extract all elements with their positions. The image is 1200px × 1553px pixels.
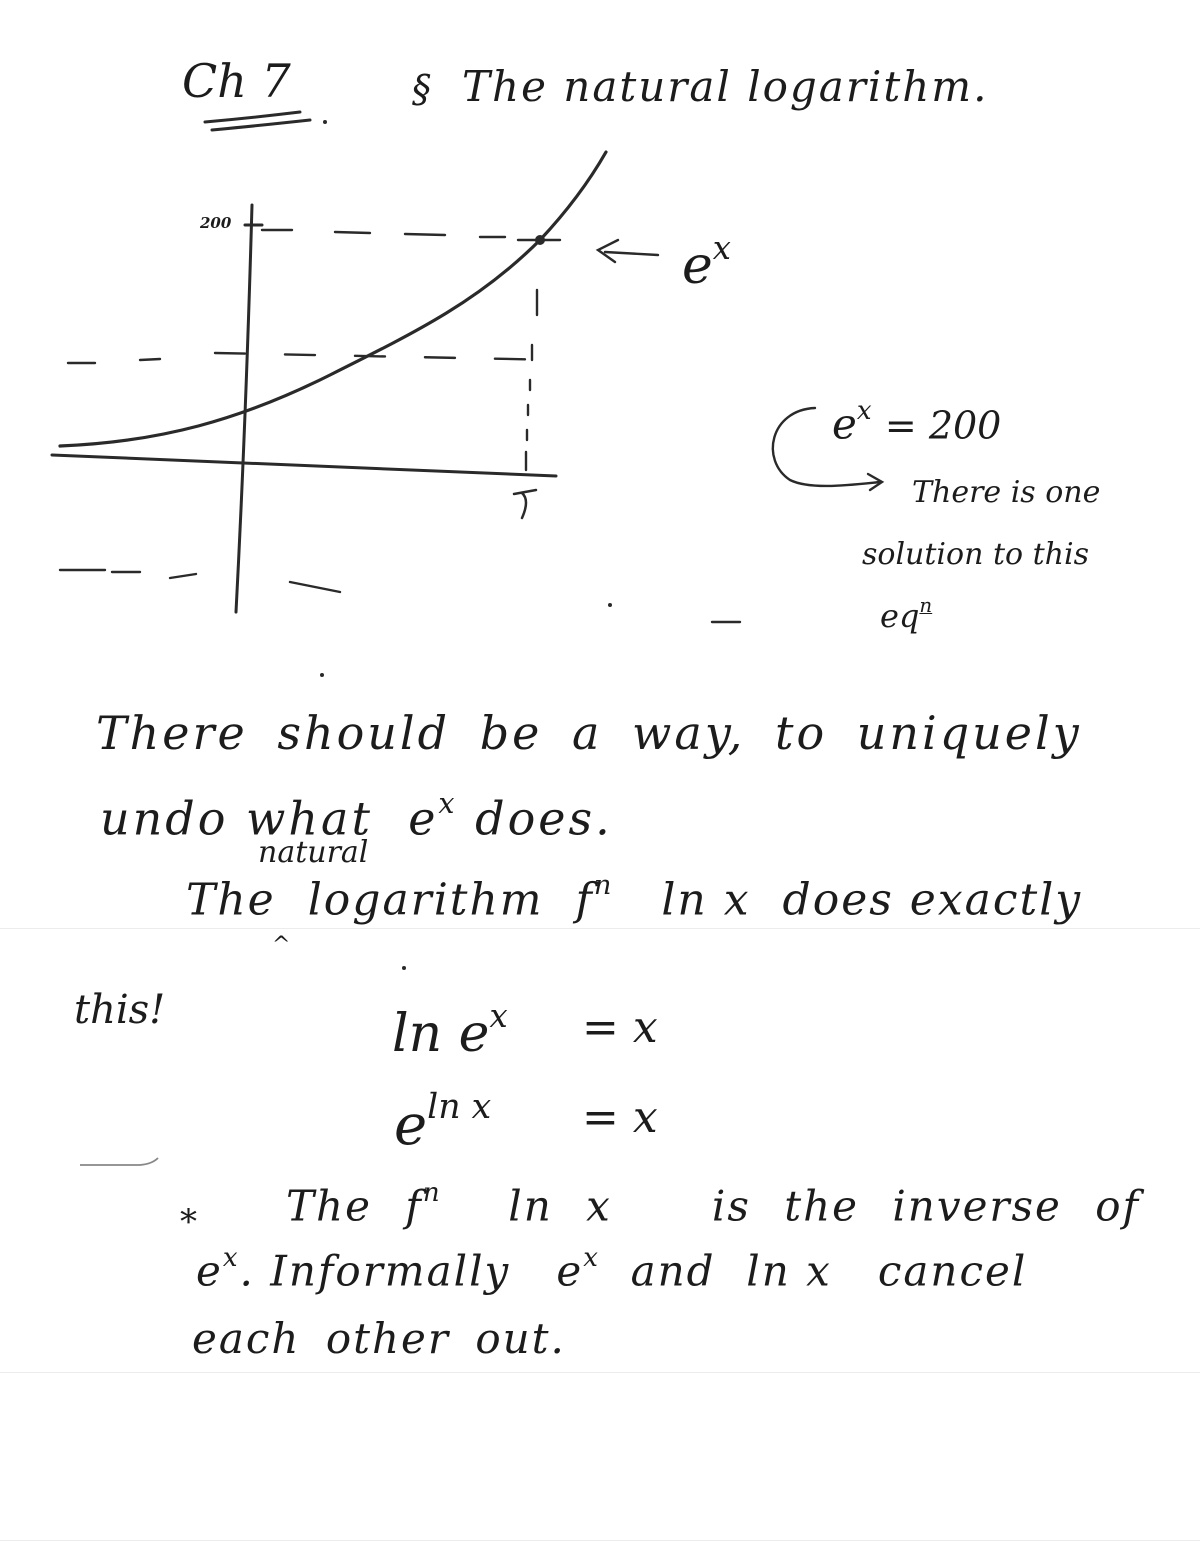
note-line: The $f^n$ ln x is the inverse of [286, 1178, 1141, 1231]
note-marker: * [180, 1202, 197, 1242]
margin-mark [80, 1158, 158, 1165]
equation-2-rhs: = x [582, 1092, 658, 1143]
chapter-label: Ch 7 [182, 54, 291, 108]
side-note-line: $eq^n$ [880, 594, 933, 635]
note-line: $e^x$. Informally $e^x$ and ln x cancel [196, 1243, 1028, 1296]
equation-2-lhs: $e^{ln x}$ [394, 1087, 492, 1159]
body-line: The logarithm $f^n$ ln x does exactly [186, 870, 1083, 926]
body-line: this! [74, 987, 166, 1033]
y-tick-label: 200 [200, 214, 232, 232]
inserted-word: natural [258, 835, 369, 870]
body-line: There should be a way, to uniquely [96, 706, 1082, 760]
body-line: undo what $e^x$ does. [100, 787, 613, 846]
note-line: each other out. [192, 1314, 566, 1363]
insert-caret: ^ [272, 933, 291, 958]
page-title: The natural logarithm. [462, 62, 989, 111]
chapter-underline [212, 120, 310, 130]
equation-1-lhs: $\ln e^x$ [392, 997, 508, 1065]
section-mark: § [412, 67, 431, 111]
chapter-underline [205, 112, 300, 122]
side-note-line: solution to this [862, 537, 1089, 572]
curve-label: $e^x$ [682, 229, 731, 297]
side-equation: $e^x = 200$ [832, 396, 1002, 449]
equation-1-rhs: = x [582, 1002, 658, 1053]
exponential-curve [60, 152, 606, 446]
x-axis [52, 455, 556, 476]
side-note-line: There is one [912, 475, 1101, 510]
